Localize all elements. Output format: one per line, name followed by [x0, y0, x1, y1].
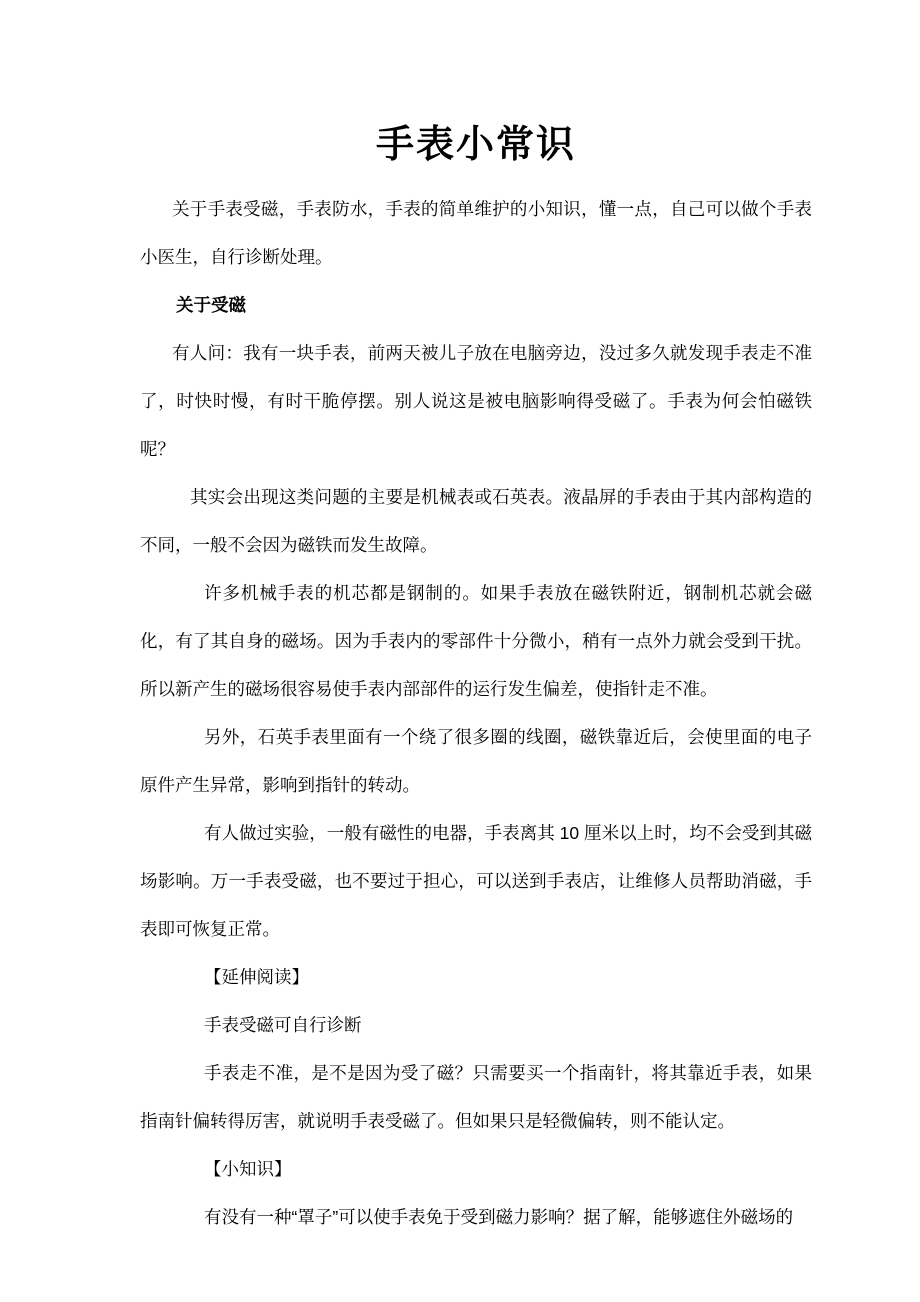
paragraph-quartz-coil: 另外，石英手表里面有一个绕了很多圈的线圈，磁铁靠近后，会使里面的电子原件产生异常，影响到指针的转动。 — [140, 727, 812, 795]
paragraph-cover-shield: 有没有一种“罩子”可以使手表免于受到磁力影响？据了解，能够遮住外磁场的 — [204, 1207, 794, 1227]
paragraph-question: 有人问：我有一块手表，前两天被儿子放在电脑旁边，没过多久就发现手表走不准了，时快时慢，有时干脆停摆。别人说这是被电脑影响得受磁了。手表为何会怕磁铁呢？ — [140, 343, 812, 459]
sub-heading-self-diagnosis: 手表受磁可自行诊断 — [204, 1015, 362, 1035]
document-title: 手表小常识 — [375, 124, 576, 166]
paragraph-experiment-distance: 有人做过实验，一般有磁性的电器，手表离其 10 厘米以上时，均不会受到其磁场影响。万一手表受磁，也不要过于担心，可以送到手表店，让维修人员帮助消磁，手表即可恢复正常。 — [140, 823, 812, 939]
label-tips: 【小知识】 — [204, 1159, 292, 1179]
paragraph-intro: 关于手表受磁，手表防水，手表的简单维护的小知识，懂一点，自己可以做个手表小医生，自行诊断处理。 — [140, 199, 812, 267]
section-heading-magnetism: 关于受磁 — [176, 295, 246, 315]
paragraph-watch-types: 其实会出现这类问题的主要是机械表或石英表。液晶屏的手表由于其内部构造的不同，一般不会因为磁铁而发生故障。 — [140, 487, 812, 555]
paragraph-mechanical-movement: 许多机械手表的机芯都是钢制的。如果手表放在磁铁附近，钢制机芯就会磁化，有了其自身的磁场。因为手表内的零部件十分微小，稍有一点外力就会受到干扰。所以新产生的磁场很容易使手表内部部件的运行发生偏差，使指针走不准。 — [140, 583, 812, 699]
document-body — [140, 185, 812, 1241]
label-extended-reading: 【延伸阅读】 — [204, 967, 309, 987]
paragraph-compass-test: 手表走不准，是不是因为受了磁？只需要买一个指南针，将其靠近手表，如果指南针偏转得厉害，就说明手表受磁了。但如果只是轻微偏转，则不能认定。 — [140, 1063, 812, 1131]
